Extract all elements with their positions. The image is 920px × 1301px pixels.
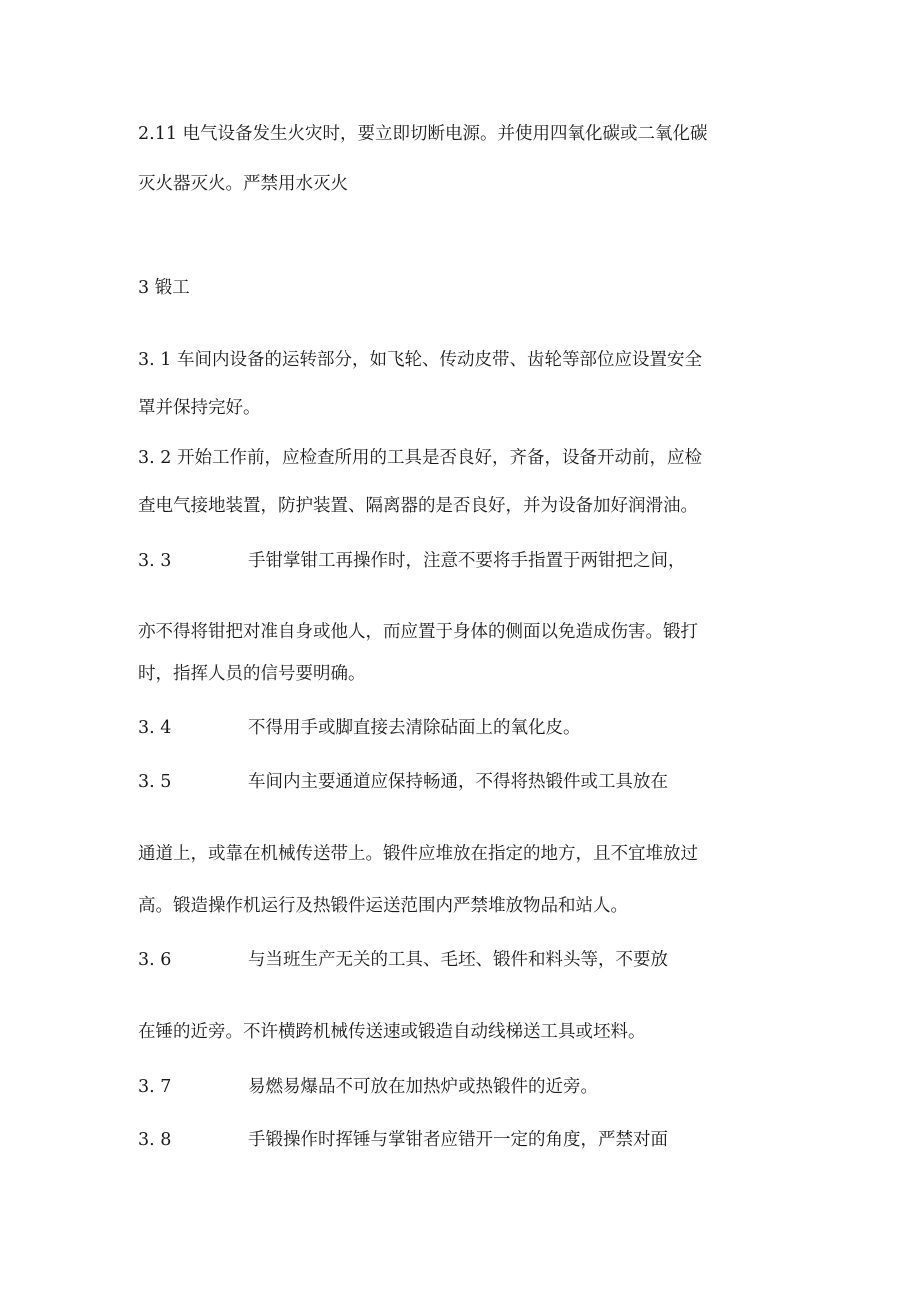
section-3-heading: 3 锻工 xyxy=(138,278,190,298)
paragraph-3-4-line-1 xyxy=(138,716,581,740)
item-text: 易燃易爆品不可放在加热炉或热锻件的近旁。 xyxy=(248,1077,598,1097)
item-number: 3. 7 xyxy=(138,1077,172,1097)
paragraph-3-3-line-3: 时，指挥人员的信号要明确。 xyxy=(138,664,366,684)
item-text: 手锻操作时挥锤与掌钳者应错开一定的角度，严禁对面 xyxy=(248,1130,668,1150)
item-text: 手钳掌钳工再操作时，注意不要将手指置于两钳把之间， xyxy=(248,551,686,571)
item-number: 3. 5 xyxy=(138,772,172,792)
item-text: 车间内主要通道应保持畅通，不得将热锻件或工具放在 xyxy=(248,772,668,792)
paragraph-3-1-line-2: 罩并保持完好。 xyxy=(138,398,261,418)
paragraph-3-1-line-1: 3. 1 车间内设备的运转部分，如飞轮、传动皮带、齿轮等部位应设置安全 xyxy=(138,350,702,370)
paragraph-3-5-line-3: 高。锻造操作机运行及热锻件运送范围内严禁堆放物品和站人。 xyxy=(138,896,628,916)
item-number: 3. 8 xyxy=(138,1130,172,1150)
paragraph-3-2-line-2: 查电气接地装置，防护装置、隔离器的是否良好，并为设备加好润滑油。 xyxy=(138,496,698,516)
item-text: 与当班生产无关的工具、毛坯、锻件和料头等，不要放 xyxy=(248,950,668,970)
paragraph-3-3-line-2: 亦不得将钳把对准自身或他人，而应置于身体的侧面以免造成伤害。锻打 xyxy=(138,622,698,642)
paragraph-2-11-line-2: 灭火器灭火。严禁用水灭火 xyxy=(138,174,348,194)
paragraph-3-7-line-1 xyxy=(138,1075,598,1099)
paragraph-2-11-line-1: 2.11 电气设备发生火灾时，要立即切断电源。并使用四氧化碳或二氧化碳 xyxy=(138,124,708,144)
paragraph-3-6-line-1 xyxy=(138,948,668,972)
item-number: 3. 3 xyxy=(138,551,172,571)
item-number: 3. 4 xyxy=(138,718,172,738)
paragraph-3-5-line-1 xyxy=(138,770,668,794)
paragraph-3-2-line-1: 3. 2 开始工作前，应检查所用的工具是否良好，齐备，设备开动前，应检 xyxy=(138,448,702,468)
paragraph-3-8-line-1 xyxy=(138,1128,668,1152)
paragraph-3-5-line-2: 通道上，或靠在机械传送带上。锻件应堆放在指定的地方，且不宜堆放过 xyxy=(138,844,698,864)
item-number: 3. 6 xyxy=(138,950,172,970)
paragraph-3-6-line-2: 在锤的近旁。不许横跨机械传送速或锻造自动线梯送工具或坯料。 xyxy=(138,1022,646,1042)
paragraph-3-3-line-1 xyxy=(138,549,686,573)
item-text: 不得用手或脚直接去清除砧面上的氧化皮。 xyxy=(248,718,581,738)
